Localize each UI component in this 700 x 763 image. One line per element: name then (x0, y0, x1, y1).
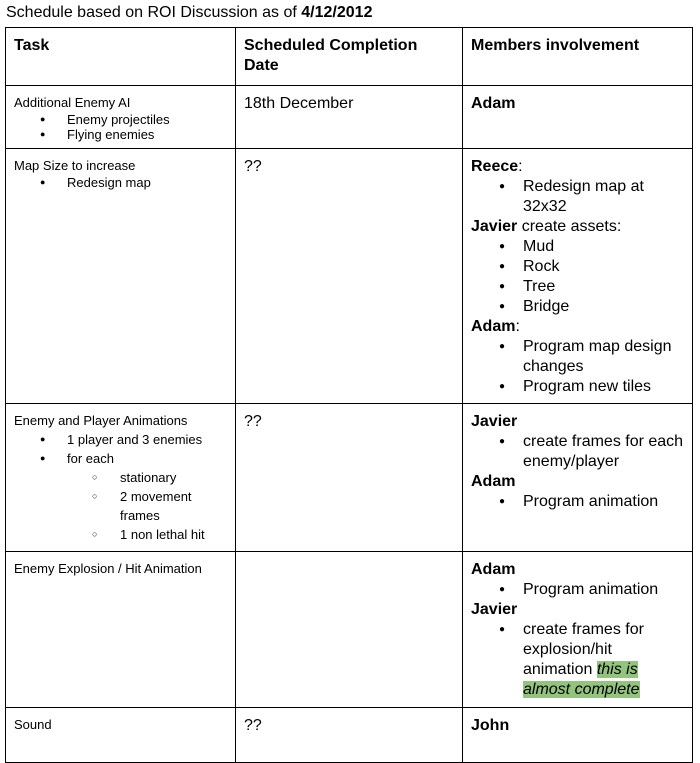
title-prefix: Schedule based on ROI Discussion as of (6, 4, 302, 21)
header-date: Scheduled Completion Date (236, 28, 463, 86)
list-item: ● Program map design changes (471, 337, 684, 377)
member-role: : (515, 318, 520, 335)
member-task-list (471, 492, 684, 512)
members-cell (463, 404, 693, 552)
member-name: John (471, 717, 510, 734)
member-name: Adam (471, 318, 516, 335)
member-task-list (471, 177, 684, 217)
list-item: ● Program animation (471, 492, 684, 512)
title-date: 4/12/2012 (301, 4, 373, 21)
list-item: ● Program new tiles (471, 377, 684, 397)
member-name: Adam (471, 95, 516, 112)
member-name: Reece (471, 158, 519, 175)
member-task-list (471, 237, 684, 317)
task-title: Enemy and Player Animations (14, 413, 188, 428)
task-title: Additional Enemy AI (14, 95, 131, 110)
member-task-text: create frames for explosion/hit animation (523, 621, 644, 678)
table-row (6, 552, 693, 708)
task-cell (6, 86, 236, 149)
task-title: Enemy Explosion / Hit Animation (14, 561, 202, 576)
list-item: ● for each (14, 449, 227, 468)
member-name: Javier (471, 218, 518, 235)
task-list (14, 175, 227, 190)
list-item: ● create frames for each enemy/player (471, 432, 684, 472)
member-task-list (471, 337, 684, 397)
member-task-list (471, 432, 684, 472)
members-cell (463, 149, 693, 404)
list-item: ● 1 player and 3 enemies (14, 430, 227, 449)
list-item: ● Redesign map at 32x32 (471, 177, 684, 217)
members-cell (463, 708, 693, 763)
list-item: ● Program animation (471, 580, 684, 600)
list-item (471, 620, 684, 700)
task-cell (6, 404, 236, 552)
table-row (6, 404, 693, 552)
task-title: Map Size to increase (14, 158, 136, 173)
member-role: create assets: (517, 218, 622, 235)
member-name: Javier (471, 601, 518, 618)
table-row (6, 86, 693, 149)
date-cell: ?? (236, 404, 463, 552)
task-sublist (14, 468, 227, 544)
list-item: ● Flying enemies (14, 127, 227, 142)
task-list (14, 430, 227, 468)
list-item: ○ stationary (14, 468, 227, 487)
task-title: Sound (14, 717, 52, 732)
date-cell: 18th December (236, 86, 463, 149)
date-cell: ?? (236, 708, 463, 763)
members-cell (463, 552, 693, 708)
member-role: : (518, 158, 523, 175)
table-row (6, 149, 693, 404)
list-item: ● Rock (471, 257, 684, 277)
header-members: Members involvement (463, 28, 693, 86)
member-name: Adam (471, 561, 516, 578)
list-item: ○ 2 movement frames (14, 487, 227, 525)
member-name: Javier (471, 413, 518, 430)
list-item: ● Enemy projectiles (14, 112, 227, 127)
date-cell (236, 552, 463, 708)
members-cell (463, 86, 693, 149)
list-item: ● Redesign map (14, 175, 227, 190)
task-list (14, 112, 227, 142)
header-row (6, 28, 693, 86)
list-item: ○ 1 non lethal hit (14, 525, 227, 544)
date-cell: ?? (236, 149, 463, 404)
table-row (6, 708, 693, 763)
list-item: ● Bridge (471, 297, 684, 317)
task-cell (6, 552, 236, 708)
progress-note-highlight: this is almost complete (523, 661, 640, 698)
task-cell (6, 149, 236, 404)
list-item: ● Tree (471, 277, 684, 297)
document-title (6, 3, 372, 23)
header-task: Task (6, 28, 236, 86)
member-task-list (471, 620, 684, 700)
task-cell (6, 708, 236, 763)
schedule-table (5, 27, 693, 763)
member-name: Adam (471, 473, 516, 490)
list-item: ● Mud (471, 237, 684, 257)
member-task-list (471, 580, 684, 600)
